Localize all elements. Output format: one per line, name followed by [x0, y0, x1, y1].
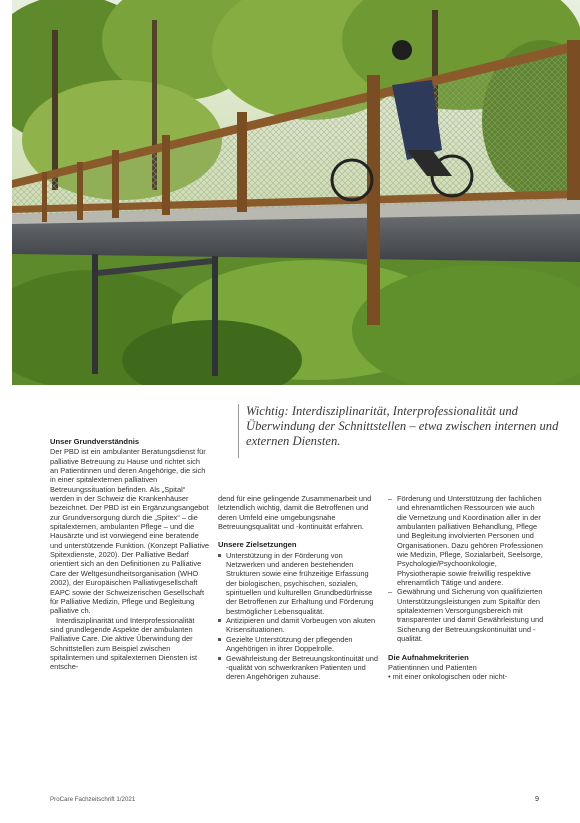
section-heading-grundverstaendnis: Unser Grundverständnis — [50, 437, 140, 446]
footer-publication: ProCare Fachzeitschrift 1/2021 — [50, 796, 136, 803]
paragraph: • mit einer onkologischen oder nicht- — [388, 672, 508, 682]
pullquote-rule — [238, 404, 239, 458]
list-item: Gewährleistung der Betreuungskontinuität und -qualität von schwerkranken Patienten und deren Angehörigen zuhause. — [218, 654, 380, 682]
section-heading-zielsetzungen: Unsere Zielsetzungen — [218, 540, 297, 550]
goals-list-continued — [388, 494, 546, 644]
column-3 — [388, 494, 546, 682]
list-item: Unterstützung in der Förderung von Netzwerken und anderen bestehenden Strukturen sowie eine frühzeitige Erfassung der biologischen, psychischen, sozialen, spirituellen und kulturellen Grundbedürfnisse der Betroffenen zur Erhaltung und Förderung bestmöglicher Lebensqualität. — [218, 551, 380, 616]
list-item: Antizipieren und damit Vorbeugen von akuten Krisensituationen. — [218, 616, 380, 635]
paragraph: Interdisziplinarität und Interprofessionalität sind grundlegende Aspekte der ambulanten Palliative Care. Die aktive Überwindung der Schnittstellen zum Beispiel zwischen spitalinternen und spitalexternen Diensten ist entsche- — [50, 615, 198, 672]
bridge-photo — [12, 0, 580, 385]
paragraph: Der PBD ist ein ambulanter Beratungsdienst für palliative Betreuung zu Hause und richtet sich an Patientinnen und deren Angehörige, die sich in einer spitalexternen palliativen Betreuungssituation befinden. Als „Spital“ werden in der Schweiz die Krankenhäuser bezeichnet. Der PBD ist ein Ergänzungsangebot zur Grundversorgung durch die „Spitex“ – die spitalexternen, ambulanten Pflege – und die Hausärzte und ist vorwiegend eine beratende und unterstützende Funktion. (Konzept Palliative Spitexdienste, 2020). Der Palliative Bedarf orientiert sich an den Definitionen zu Palliative Care der Weltgesundheitsorganisation (WHO 2002), der Europäischen Palliativgesellschaft EAPC sowie der Schweizerischen Gesellschaft für Palliative Medizin, Pflege und Begleitung palliative ch. — [50, 447, 209, 616]
column-1 — [50, 437, 210, 672]
paragraph: dend für eine gelingende Zusammenarbeit und letztendlich wichtig, damit die Betroffenen und deren Umfeld eine umgebungsnahe Betreuungsqualität und -kontinuität erfahren. — [218, 494, 372, 532]
list-item: – Gewährung und Sicherung von qualifizierten Unterstützungsleistungen zum Spitalfür den spitalexternen Versorgungsbereich mit transparenter und damit Gewährleistung und Sicherung der Betreuungskontinuität und -qualität. — [388, 587, 546, 643]
paragraph: Patientinnen und Patienten — [388, 662, 477, 672]
list-item: – Förderung und Unterstützung der fachlichen und ehrenamtlichen Ressourcen wie auch die Vernetzung und Koordination aller in der ambulanten palliativen Behandlung, Pflege und Begleitung involvierten Personen und Organisationen. Dazu gehören Professionen wie Medizin, Pflege, Sozialarbeit, Seelsorge, Psychologie/Psychoonkologie, Physiotherapie sowie freiwillig respektive ehrenamtlich Tätige und andere. — [388, 494, 546, 587]
pullquote: Wichtig: Interdisziplinarität, Interprofessionalität und Überwindung der Schnittstellen – etwa zwischen internen und externen Diensten. — [246, 404, 559, 448]
list-item: Gezielte Unterstützung der pflegenden Angehörigen in ihrer Doppelrolle. — [218, 635, 380, 654]
section-heading-aufnahmekriterien: Die Aufnahmekriterien — [388, 652, 469, 662]
page-number: 9 — [535, 794, 539, 803]
column-2 — [218, 494, 380, 682]
goals-list — [218, 551, 380, 682]
bridge-photo-image — [12, 0, 580, 385]
